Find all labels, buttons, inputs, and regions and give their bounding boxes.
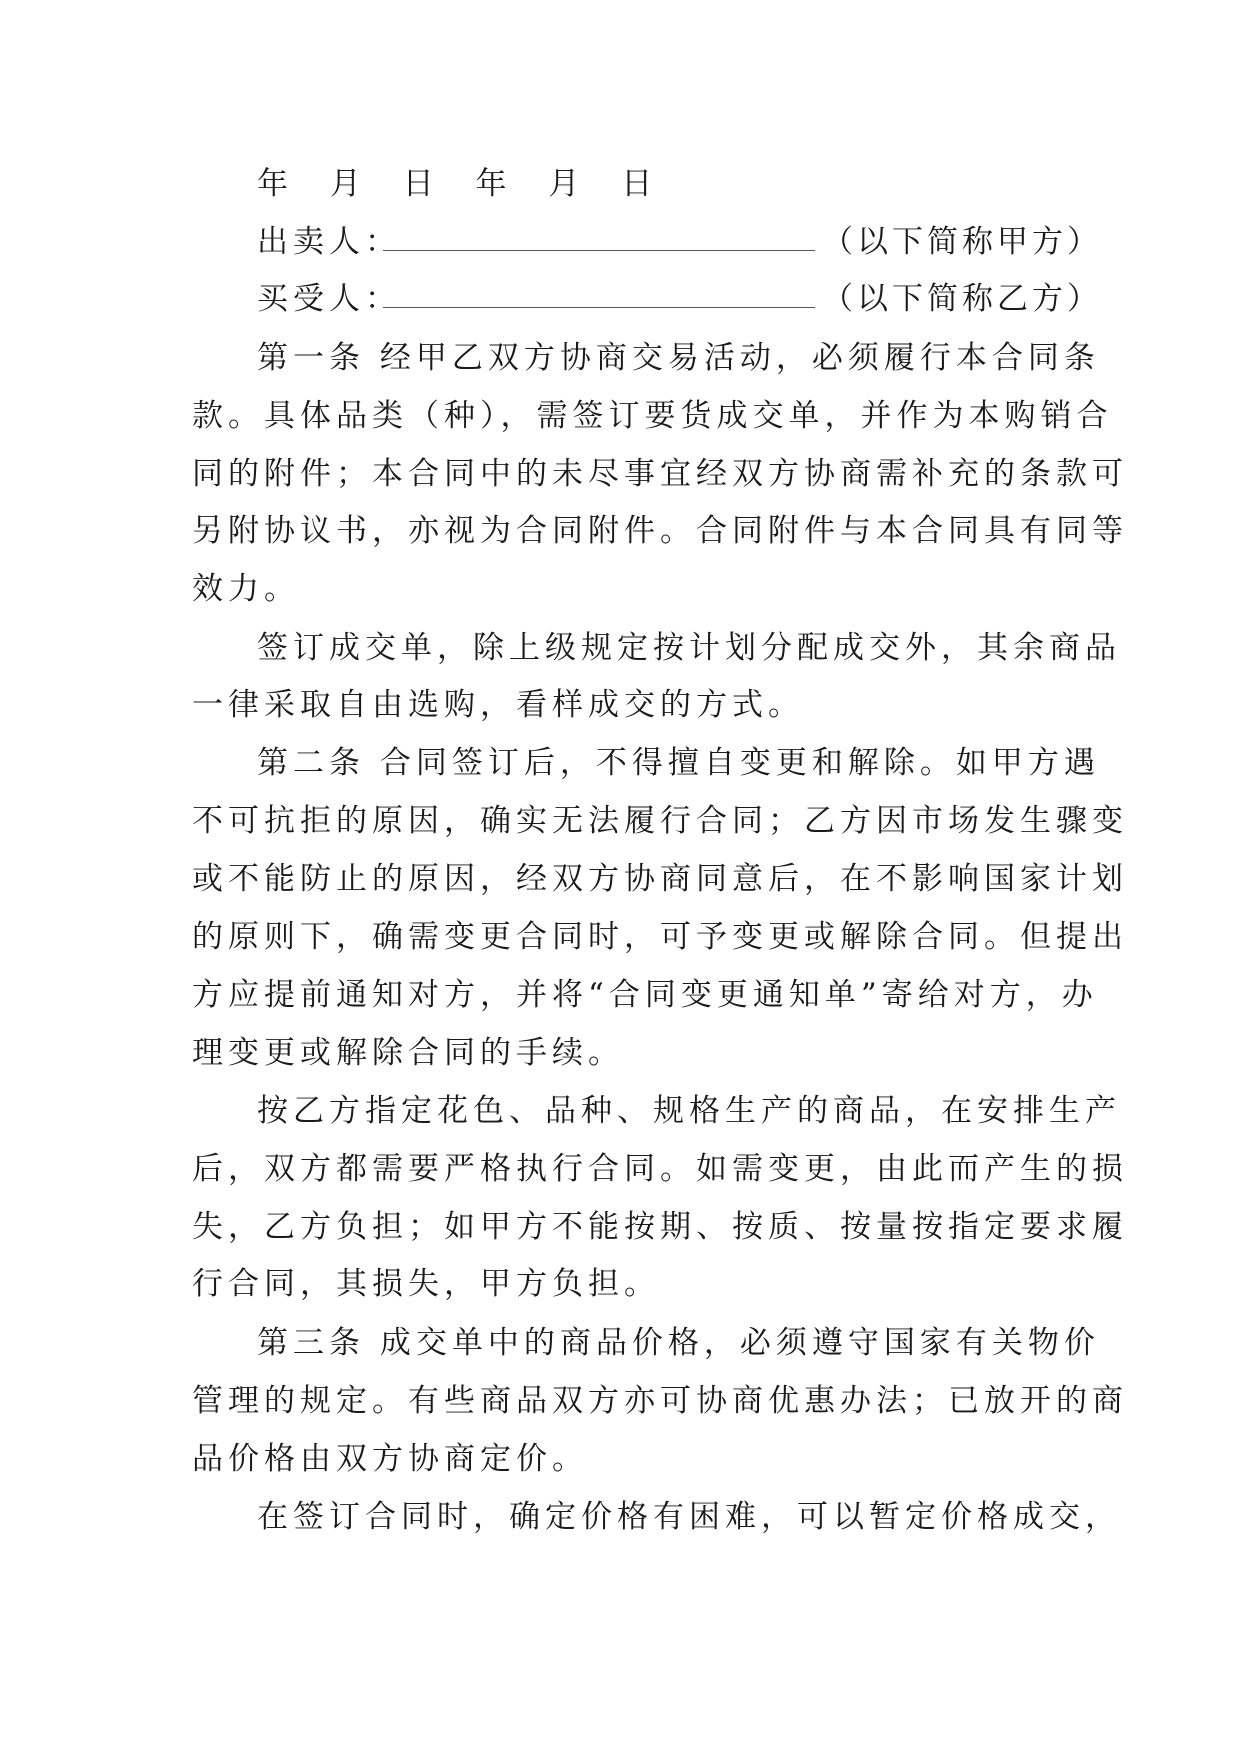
paragraph-line: 行合同，其损失，甲方负担。 xyxy=(192,1266,660,1302)
date-line: 年 月 日 年 月 日 xyxy=(257,166,669,202)
article-1-line: 第一条 经甲乙双方协商交易活动，必须履行本合同条 xyxy=(257,340,1100,376)
seller-name-blank[interactable] xyxy=(383,250,815,251)
article-1-line: 效力。 xyxy=(192,571,300,607)
article-3-line: 第三条 成交单中的商品价格，必须遵守国家有关物价 xyxy=(257,1325,1100,1361)
seller-label: 出卖人： xyxy=(257,224,401,260)
buyer-name-blank[interactable] xyxy=(383,307,815,308)
buyer-party-line xyxy=(257,277,1102,321)
article-2-line: 或不能防止的原因，经双方协商同意后，在不影响国家计划 xyxy=(192,861,1128,897)
article-2-line: 的原则下，确需变更合同时，可予变更或解除合同。但提出 xyxy=(192,919,1128,955)
article-2-line: 方应提前通知对方，并将“合同变更通知单”寄给对方，办 xyxy=(192,977,1098,1013)
paragraph-line: 按乙方指定花色、品种、规格生产的商品，在安排生产 xyxy=(257,1093,1121,1129)
article-1-line: 另附协议书，亦视为合同附件。合同附件与本合同具有同等 xyxy=(192,513,1128,549)
article-1-line: 款。具体品类（种），需签订要货成交单，并作为本购销合 xyxy=(192,398,1113,434)
article-2-line: 第二条 合同签订后，不得擅自变更和解除。如甲方遇 xyxy=(257,745,1100,781)
article-2-line: 不可抗拒的原因，确实无法履行合同；乙方因市场发生骤变 xyxy=(192,803,1128,839)
paragraph-line: 一律采取自由选购，看样成交的方式。 xyxy=(192,687,804,723)
article-3-line: 管理的规定。有些商品双方亦可协商优惠办法；已放开的商 xyxy=(192,1383,1128,1419)
paragraph-line: 签订成交单，除上级规定按计划分配成交外，其余商品 xyxy=(257,630,1121,666)
buyer-note: （以下简称乙方） xyxy=(822,281,1102,317)
paragraph-line: 后，双方都需要严格执行合同。如需变更，由此而产生的损 xyxy=(192,1151,1128,1187)
seller-party-line xyxy=(257,220,1102,264)
article-2-line: 理变更或解除合同的手续。 xyxy=(192,1035,624,1071)
article-1-line: 同的附件；本合同中的未尽事宜经双方协商需补充的条款可 xyxy=(192,456,1128,492)
article-3-line: 品价格由双方协商定价。 xyxy=(192,1441,588,1477)
paragraph-line: 失，乙方负担；如甲方不能按期、按质、按量按指定要求履 xyxy=(192,1209,1128,1245)
paragraph-line: 在签订合同时，确定价格有困难，可以暂定价格成交， xyxy=(257,1499,1121,1535)
buyer-label: 买受人： xyxy=(257,281,401,317)
seller-note: （以下简称甲方） xyxy=(822,224,1102,260)
